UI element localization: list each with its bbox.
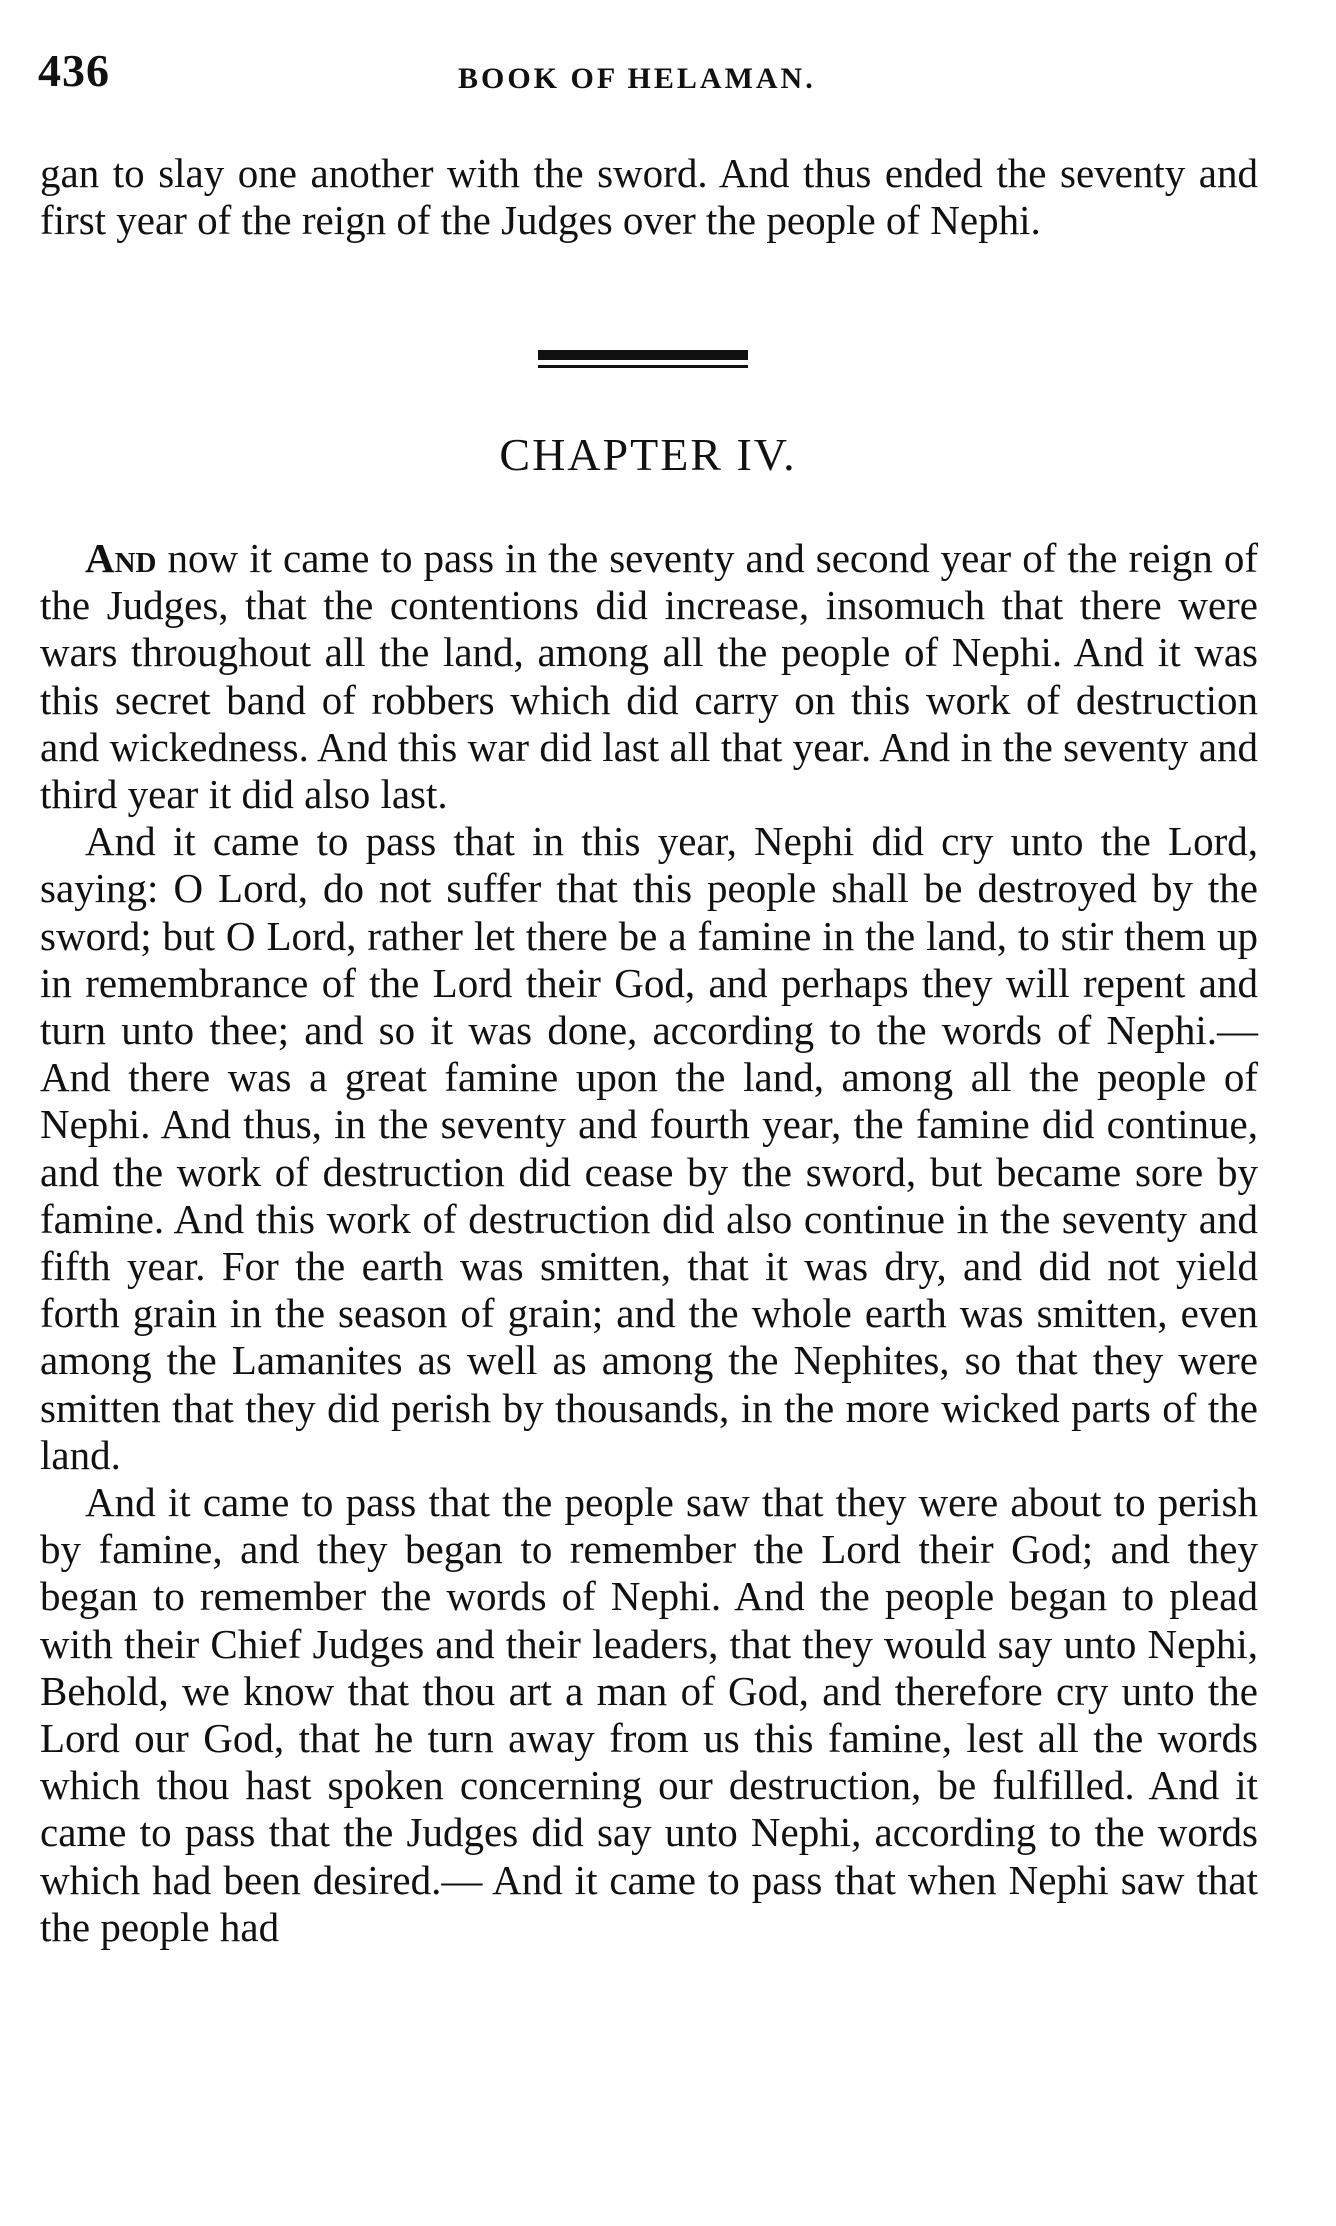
divider-thin-line: [538, 365, 748, 368]
running-header: [38, 44, 1258, 104]
divider-thick-line: [538, 350, 748, 360]
chapter-body: [40, 535, 1258, 1951]
chapter-lead-word: And: [85, 535, 157, 581]
chapter-paragraph: And it came to pass that the people saw that they were about to perish by famine, and they began to remember the Lord their God; and they began to remember the words of Nephi. And the people began to plead with their Chief Judges and their leaders, that they would say unto Nephi, Behold, we know that thou art a man of God, and therefore cry unto the Lord our God, that he turn away from us this famine, lest all the words which thou hast spoken concerning our destruction, be fulfilled. And it came to pass that the Judges did say unto Nephi, according to the words which had been desired.— And it came to pass that when Nephi saw that the people had: [40, 1479, 1258, 1950]
continued-text: [40, 150, 1258, 244]
chapter-heading: CHAPTER IV.: [499, 429, 797, 480]
chapter-paragraph: And it came to pass that in this year, Nephi did cry unto the Lord, saying: O Lord, do not suffer that this people shall be destroyed by the sword; but O Lord, rather let there be a famine in the land, to stir them up in remembrance of the Lord their God, and perhaps they will repent and turn unto thee; and so it was done, according to the words of Nephi.— And there was a great famine upon the land, among all the people of Nephi. And thus, in the seventy and fourth year, the famine did continue, and the work of destruction did cease by the sword, but became sore by famine. And this work of destruction did also continue in the seventy and fifth year. For the earth was smitten, that it was dry, and did not yield forth grain in the season of grain; and the whole earth was smitten, even among the Lamanites as well as among the Nephites, so that they were smitten that they did perish by thousands, in the more wicked parts of the land.: [40, 818, 1258, 1478]
running-title: BOOK OF HELAMAN.: [458, 62, 816, 95]
chapter-paragraph-text: now it came to pass in the seventy and second year of the reign of the Judges, that the contentions did increase, insomuch that there were wars throughout all the land, among all the people of Nephi. And it was this secret band of robbers which did carry on this work of destruction and wickedness. And this war did last all that year. And in the seventy and third year it did also last.: [40, 535, 1258, 818]
chapter-paragraph: [40, 535, 1258, 818]
opening-paragraph: gan to slay one another with the sword. And thus ended the seventy and first year of the reign of the Judges over the people of Nephi.: [40, 150, 1258, 244]
page-number: 436: [38, 45, 110, 96]
section-divider-rule: [538, 350, 748, 370]
